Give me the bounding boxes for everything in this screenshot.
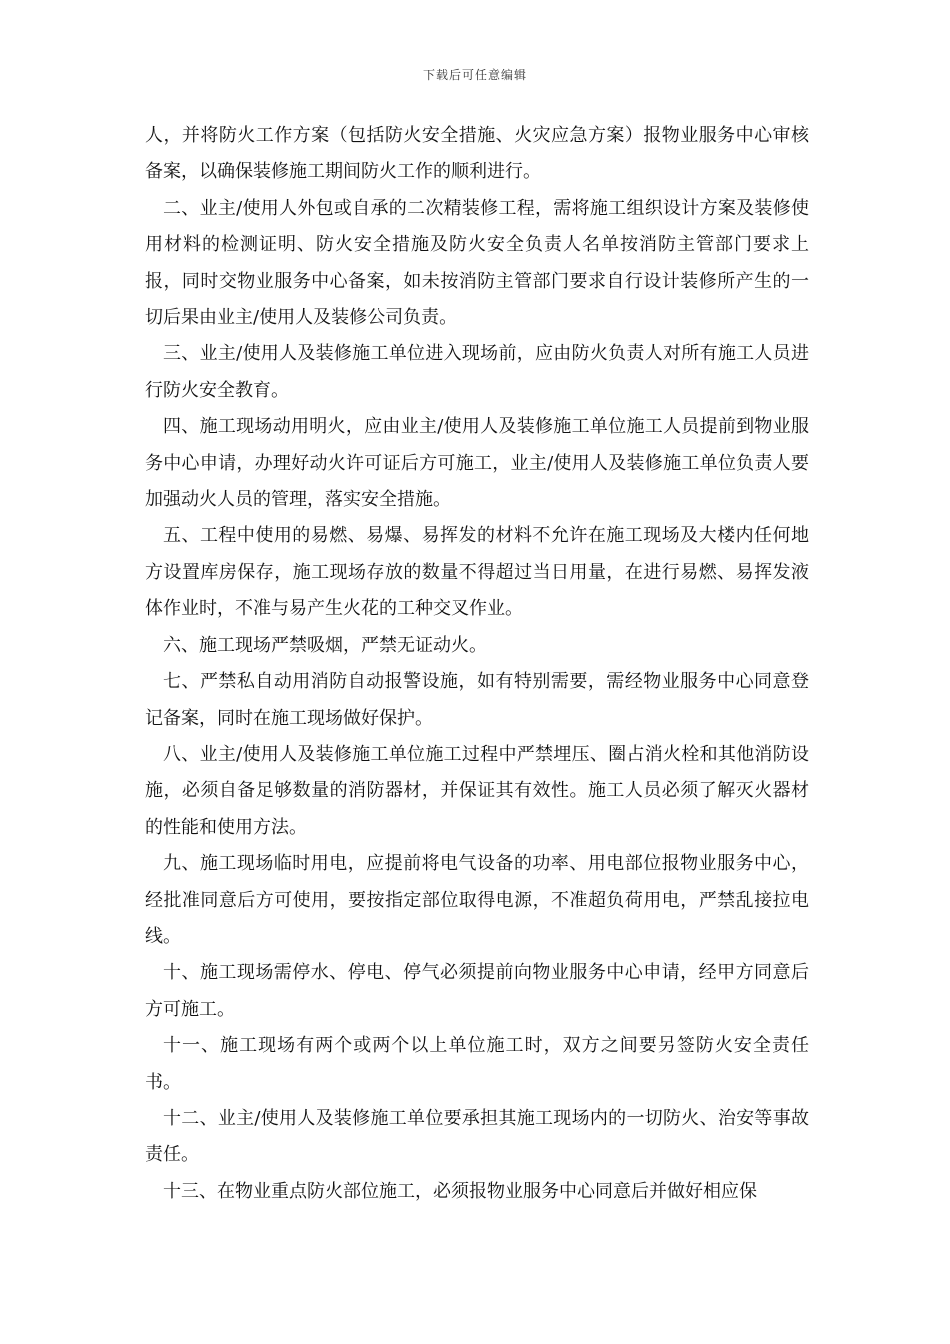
page-header-note: 下载后可任意编辑: [422, 68, 527, 82]
document-body: [145, 118, 809, 1210]
paragraph-item-7: 七、严禁私自动用消防自动报警设施，如有特别需要，需经物业服务中心同意登记备案，同时在施工现场做好保护。: [145, 671, 809, 729]
paragraph-item-4: 四、施工现场动用明火，应由业主/使用人及装修施工单位施工人员提前到物业服务中心申请，办理好动火许可证后方可施工，业主/使用人及装修施工单位负责人要加强动火人员的管理，落实安全措施。: [145, 416, 809, 511]
paragraph-continuation: 人，并将防火工作方案（包括防火安全措施、火灾应急方案）报物业服务中心审核备案，以确保装修施工期间防火工作的顺利进行。: [145, 125, 809, 183]
paragraph-item-13: 十三、在物业重点防火部位施工，必须报物业服务中心同意后并做好相应保: [163, 1180, 757, 1202]
paragraph-item-8: 八、业主/使用人及装修施工单位施工过程中严禁埋压、圈占消火栓和其他消防设施，必须自备足够数量的消防器材，并保证其有效性。施工人员必须了解灭火器材的性能和使用方法。: [145, 743, 809, 838]
paragraph-item-2: 二、业主/使用人外包或自承的二次精装修工程，需将施工组织设计方案及装修使用材料的检测证明、防火安全措施及防火安全负责人名单按消防主管部门要求上报，同时交物业服务中心备案，如未按消防主管部门要求自行设计装修所产生的一切后果由业主/使用人及装修公司负责。: [145, 197, 809, 329]
paragraph-item-9: 九、施工现场临时用电，应提前将电气设备的功率、用电部位报物业服务中心，经批准同意后方可使用，要按指定部位取得电源，不准超负荷用电，严禁乱接拉电线。: [145, 853, 809, 947]
paragraph-item-12: 十二、业主/使用人及装修施工单位要承担其施工现场内的一切防火、治安等事故责任。: [145, 1107, 809, 1166]
paragraph-item-3: 三、业主/使用人及装修施工单位进入现场前，应由防火负责人对所有施工人员进行防火安全教育。: [145, 343, 809, 401]
paragraph-item-6: 六、施工现场严禁吸烟，严禁无证动火。: [163, 634, 487, 656]
paragraph-item-11: 十一、施工现场有两个或两个以上单位施工时，双方之间要另签防火安全责任书。: [145, 1035, 809, 1093]
paragraph-item-10: 十、施工现场需停水、停电、停气必须提前向物业服务中心申请，经甲方同意后方可施工。: [145, 962, 809, 1020]
paragraph-item-5: 五、工程中使用的易燃、易爆、易挥发的材料不允许在施工现场及大楼内任何地方设置库房保存，施工现场存放的数量不得超过当日用量，在进行易燃、易挥发液体作业时，不准与易产生火花的工种交叉作业。: [145, 525, 809, 620]
